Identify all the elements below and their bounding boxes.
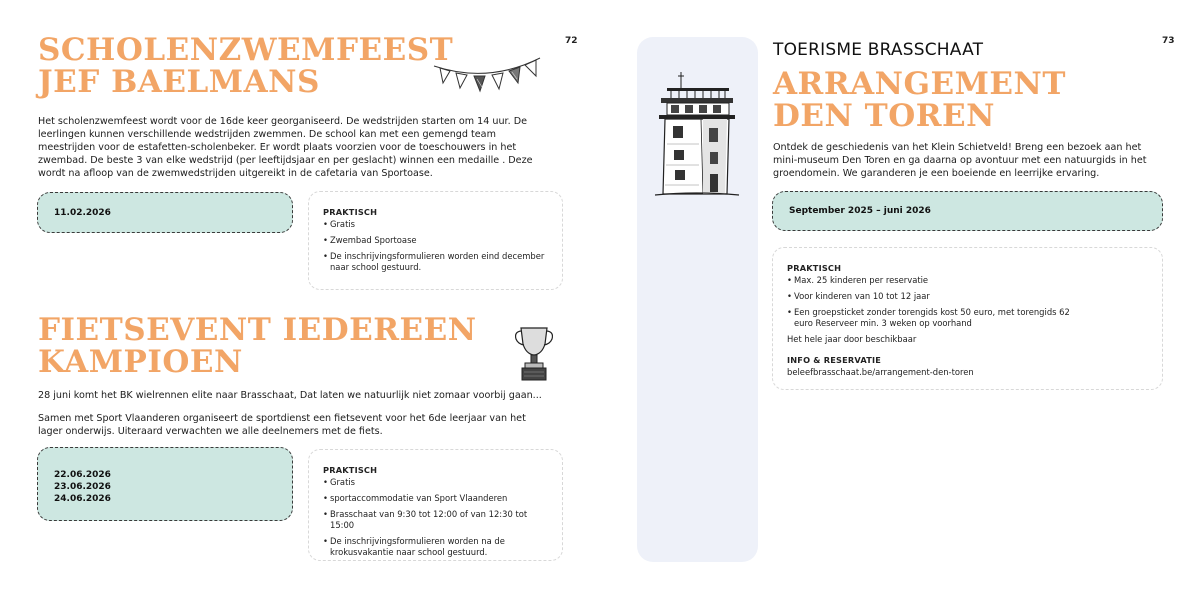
availability-text: Het hele jaar door beschikbaar [787, 334, 917, 344]
tower-icon [651, 70, 741, 198]
title-line: SCHOLENZWEMFEEST [38, 32, 454, 68]
description-text: 28 juni komt het BK wielrennen elite naar Brasschaat, Dat laten we natuurlijk niet zomaar voorbij gaan... [38, 390, 542, 401]
event-date: 22.06.2026 [54, 470, 111, 480]
title-line: FIETSEVENT IEDEREEN [38, 312, 477, 348]
practical-item: • Gratis [323, 219, 548, 230]
event-description-scholenzwemfeest [38, 115, 553, 180]
date-range-box [772, 191, 1163, 231]
event-description-fietsevent [38, 389, 553, 438]
date-range: September 2025 – juni 2026 [789, 206, 931, 216]
practical-card-scholenzwemfeest [308, 191, 563, 290]
practical-label: PRAKTISCH [323, 465, 378, 475]
title-line: ARRANGEMENT [773, 66, 1066, 102]
practical-item: • sportaccommodatie van Sport Vlaanderen [323, 493, 548, 504]
description-text: Samen met Sport Vlaanderen organiseert de sportdienst een fietsevent voor het 6de leerjaar van het lager onderwijs. Uiteraard verwachten we alle deelnemers met de fiets. [38, 413, 526, 437]
title-line: JEF BAELMANS [38, 64, 320, 100]
arrangement-title [773, 68, 1066, 132]
section-title: TOERISME BRASSCHAAT [773, 40, 984, 60]
practical-list [787, 275, 1148, 329]
date-box-fietsevent [37, 447, 293, 521]
practical-item: • Een groepsticket zonder torengids kost 50 euro, met torengids 62 euro Reserveer min. 3 weken op voorhand [787, 307, 1087, 329]
page-number-left: 72 [565, 36, 578, 46]
bunting-icon [432, 52, 544, 96]
practical-list [323, 477, 548, 558]
event-title-scholenzwemfeest [38, 34, 453, 98]
practical-label: PRAKTISCH [323, 207, 378, 217]
page-number-right: 73 [1162, 36, 1175, 46]
description-text: Het scholenzwemfeest wordt voor de 16de keer georganiseerd. De wedstrijden starten om 14 uur. De leerlingen kunnen verschillende wedstrijden zwemmen. De school kan met een gemengd team meestrijden voor de estafetten-scholenbeker. Er wordt plaats voorzien voor de toeschouwers in het zwembad. De beste 3 van elke wedstrijd (per leeftijdsjaar en per geslacht) winnen een medaille . Deze wordt na afloop van de zwemwedstrijden uitgereikt in de cafetaria van Sportoase. [38, 116, 533, 179]
practical-card-arrangement [772, 247, 1163, 390]
event-date: 23.06.2026 [54, 482, 111, 492]
event-title-fietsevent [38, 314, 477, 378]
trophy-icon [514, 324, 554, 384]
practical-item: • Zwembad Sportoase [323, 235, 548, 246]
info-link[interactable]: beleefbrasschaat.be/arrangement-den-toren [787, 367, 974, 377]
practical-item: • Max. 25 kinderen per reservatie [787, 275, 1148, 286]
practical-item: • Gratis [323, 477, 548, 488]
event-date: 24.06.2026 [54, 494, 111, 504]
arrangement-description [773, 141, 1148, 180]
practical-item: • Voor kinderen van 10 tot 12 jaar [787, 291, 1148, 302]
event-date: 11.02.2026 [54, 207, 111, 218]
practical-item: • Brasschaat van 9:30 tot 12:00 of van 12:30 tot 15:00 [323, 509, 548, 531]
title-line: KAMPIOEN [38, 344, 243, 380]
date-box-scholenzwemfeest [37, 192, 293, 233]
practical-label: PRAKTISCH [787, 263, 842, 273]
description-text: Ontdek de geschiedenis van het Klein Schietveld! Breng een bezoek aan het mini-museum Den Toren en ga daarna op avontuur met een natuurgids in het groendomein. We garanderen je een boeiende en leerrijke ervaring. [773, 142, 1147, 179]
title-line: DEN TOREN [773, 98, 995, 134]
practical-list [323, 219, 548, 273]
info-label: INFO & RESERVATIE [787, 355, 882, 365]
practical-item: • De inschrijvingsformulieren worden eind december naar school gestuurd. [323, 251, 548, 273]
practical-item: • De inschrijvingsformulieren worden na de krokusvakantie naar school gestuurd. [323, 536, 548, 558]
practical-card-fietsevent [308, 449, 563, 561]
